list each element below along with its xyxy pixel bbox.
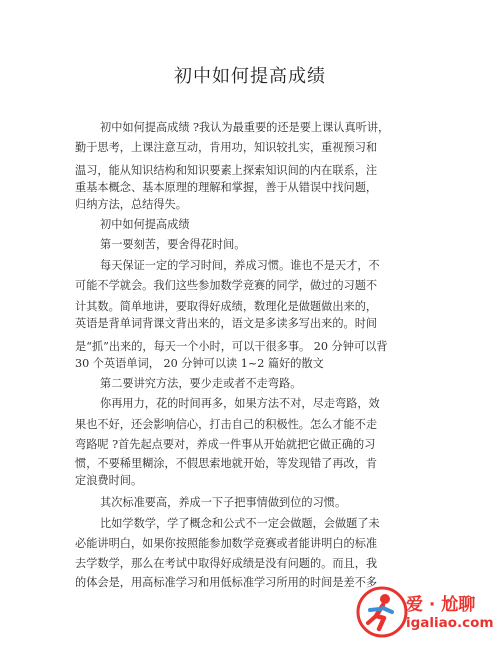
- text-line: 是“抓”出来的，每天一个小时，可以干很多事。 20 分钟可以背: [75, 340, 388, 353]
- watermark-url[interactable]: igaliao.com: [406, 615, 494, 631]
- text-line: 勤于思考，上课注意互动，肯用功，知识较扎实，重视预习和: [75, 141, 378, 154]
- text-line: 每天保证一定的学习时间，养成习惯。谁也不是天才，不: [100, 259, 380, 272]
- section-heading: 初中如何提高成绩: [100, 218, 190, 231]
- text-line: 初中如何提高成绩 ?我认为最重要的还是要上课认真听讲，: [100, 121, 390, 134]
- text-line: 英语是背单词背课文背出来的，语文是多读多写出来的。时间: [75, 317, 378, 330]
- text-line: 弯路呢 ?首先起点要对，养成一件事从开始就把它做正确的习: [75, 438, 376, 451]
- text-line: 你再用力，花的时间再多，如果方法不对，尽走弯路，效: [100, 397, 380, 410]
- text-line: 30 个英语单词， 20 分钟可以读 1~2 篇好的散文: [75, 357, 324, 370]
- text-line: 归纳方法，总结得失。: [75, 198, 187, 211]
- site-watermark: [356, 586, 496, 642]
- section-heading: 其次标准要高，养成一下子把事情做到位的习惯。: [100, 496, 347, 509]
- runner-logo-icon: [356, 586, 408, 638]
- text-line: 惯，不要稀里糊涂，不假思索地就开始，等发现错了再改，肯: [75, 457, 378, 470]
- text-line: 比如学数学，学了概念和公式不一定会做题，会做题了未: [100, 517, 380, 530]
- text-line: 可能不学就会。我们这些参加数学竞赛的同学，做过的习题不: [75, 279, 378, 292]
- watermark-site-name: 爱 · 尬聊: [406, 595, 476, 615]
- text-line: 计其数。简单地讲，要取得好成绩，数理化是做题做出来的，: [75, 300, 378, 313]
- page-title: 初中如何提高成绩: [174, 66, 326, 87]
- text-line: 重基本概念、基本原理的理解和掌握，善于从错误中找问题，: [75, 181, 378, 194]
- text-line: 去学数学，那么在考试中取得好成绩是没有问题的。而且，我: [75, 557, 378, 570]
- text-line: 温习，能从知识结构和知识要素上探索知识间的内在联系，注: [75, 164, 378, 177]
- text-line: 必能讲明白，如果你按照能参加数学竞赛或者能讲明白的标准: [75, 537, 378, 550]
- text-line: 的体会是，用高标准学习和用低标准学习所用的时间是差不多: [75, 576, 378, 589]
- text-line: 果也不好，还会影响信心，打击自己的积极性。怎么才能不走: [75, 418, 378, 431]
- section-heading: 第二要讲究方法，要少走或者不走弯路。: [100, 377, 302, 390]
- section-heading: 第一要刻苦，要舍得花时间。: [100, 238, 246, 251]
- text-line: 定浪费时间。: [75, 474, 143, 487]
